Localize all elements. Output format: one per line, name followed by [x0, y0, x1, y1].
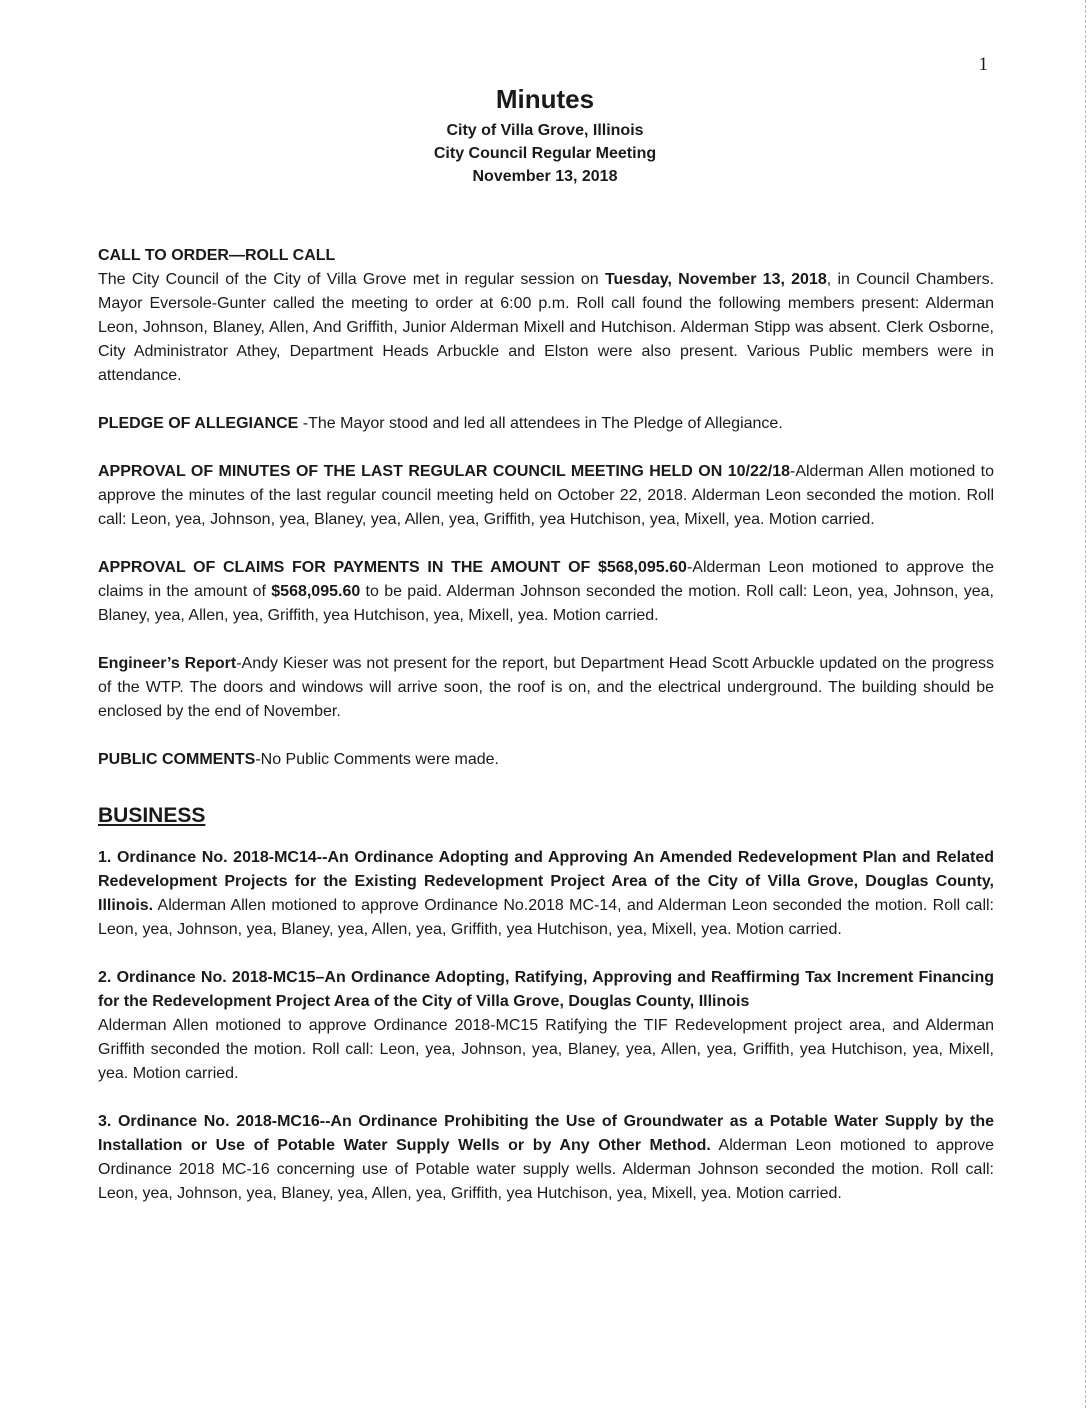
scan-edge-line	[1084, 0, 1086, 1408]
call-to-order-heading: CALL TO ORDER—ROLL CALL	[98, 247, 336, 264]
business-item-2-text: Alderman Allen motioned to approve Ordinance 2018-MC15 Ratifying the TIF Redevelopment project area, and Alderman Griffith seconded the motion. Roll call: Leon, yea, Johnson, yea, Blaney, yea, Allen, yea, Griffith, yea Hutchison, yea, Mixell, yea. Motion carried.	[98, 1017, 994, 1082]
document-header	[0, 84, 1090, 188]
meeting-date: November 13, 2018	[472, 168, 618, 185]
minutes-approval-paragraph: APPROVAL OF MINUTES OF THE LAST REGULAR COUNCIL MEETING HELD ON 10/22/18-Alderman Allen motioned to approve the minutes of the last regular council meeting held on October 22, 2018. Alderman Leon seconded the motion. Roll call: Leon, yea, Johnson, yea, Blaney, yea, Allen, yea, Griffith, yea Hutchison, yea, Mixell, yea. Motion carried.	[98, 463, 995, 528]
meeting-name: City Council Regular Meeting	[433, 145, 657, 162]
business-item-2-title: 2. Ordinance No. 2018-MC15–An Ordinance Adopting, Ratifying, Approving and Reaffirming Tax Increment Financing for the Redevelopment Project Area of the City of Villa Grove, Douglas County, Illinois	[98, 969, 994, 1010]
city-name: City of Villa Grove, Illinois	[446, 122, 644, 139]
pledge-paragraph: PLEDGE OF ALLEGIANCE -The Mayor stood and led all attendees in The Pledge of Allegiance.	[98, 415, 783, 432]
claims-paragraph: APPROVAL OF CLAIMS FOR PAYMENTS IN THE AMOUNT OF $568,095.60-Alderman Leon motioned to approve the claims in the amount of $568,095.60 to be paid. Alderman Johnson seconded the motion. Roll call: Leon, yea, Johnson, yea, Blaney, yea, Allen, yea, Griffith, yea Hutchison, yea, Mixell, yea. Motion carried.	[98, 559, 995, 624]
minutes-body	[98, 244, 994, 1206]
page-number: 1	[978, 54, 988, 75]
public-comments-paragraph: PUBLIC COMMENTS-No Public Comments were made.	[98, 751, 499, 768]
business-heading: BUSINESS	[98, 804, 206, 827]
engineer-report-paragraph: Engineer’s Report-Andy Kieser was not present for the report, but Department Head Scott Arbuckle updated on the progress of the WTP. The doors and windows will arrive soon, the roof is on, and the electrical underground. The building should be enclosed by the end of November.	[98, 655, 994, 720]
business-item-3: 3. Ordinance No. 2018-MC16--An Ordinance Prohibiting the Use of Groundwater as a Potable Water Supply by the Installation or Use of Potable Water Supply Wells or by Any Other Method. Alderman Leon motioned to approve Ordinance 2018 MC-16 concerning use of Potable water supply wells. Alderman Johnson seconded the motion. Roll call: Leon, yea, Johnson, yea, Blaney, yea, Allen, yea, Griffith, yea Hutchison, yea, Mixell, yea. Motion carried.	[98, 1113, 994, 1202]
call-to-order-paragraph: The City Council of the City of Villa Grove met in regular session on Tuesday, November 13, 2018, in Council Chambers. Mayor Eversole-Gunter called the meeting to order at 6:00 p.m. Roll call found the following members present: Alderman Leon, Johnson, Blaney, Allen, And Griffith, Junior Alderman Mixell and Hutchison. Alderman Stipp was absent. Clerk Osborne, City Administrator Athey, Department Heads Arbuckle and Elston were also present. Various Public members were in attendance.	[98, 271, 995, 384]
document-title: Minutes	[495, 84, 595, 114]
business-item-1: 1. Ordinance No. 2018-MC14--An Ordinance Adopting and Approving An Amended Redevelopment Plan and Related Redevelopment Projects for the Existing Redevelopment Project Area of the City of Villa Grove, Douglas County, Illinois. Alderman Allen motioned to approve Ordinance No.2018 MC-14, and Alderman Leon seconded the motion. Roll call: Leon, yea, Johnson, yea, Blaney, yea, Allen, yea, Griffith, yea Hutchison, yea, Mixell, yea. Motion carried.	[98, 849, 994, 938]
